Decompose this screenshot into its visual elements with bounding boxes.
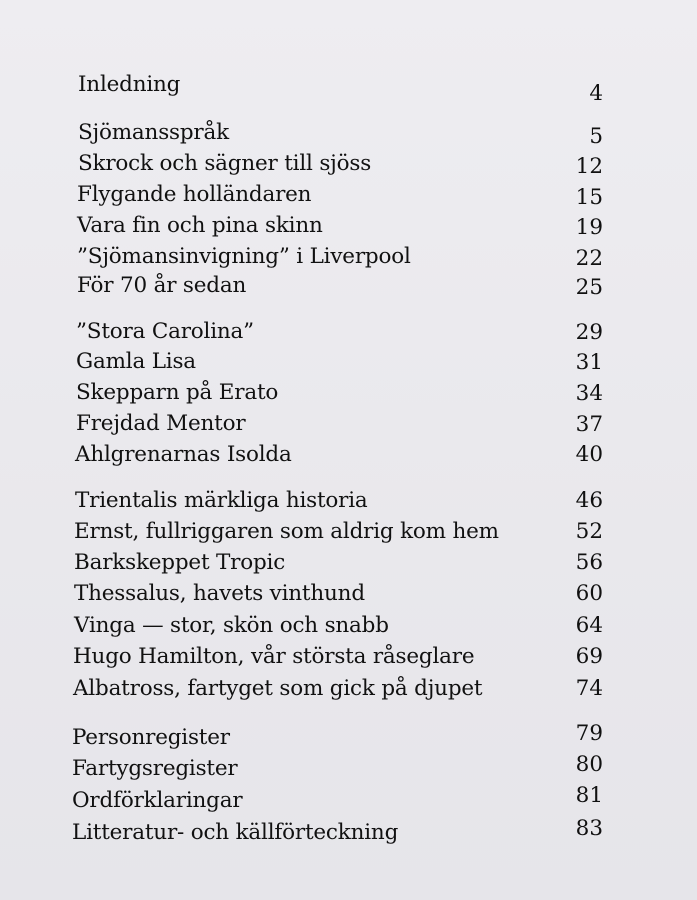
toc-entry <box>0 641 697 673</box>
toc-entry-title: För 70 år sedan <box>77 273 247 298</box>
toc-entry <box>0 69 697 106</box>
toc-entry-title: Trientalis märkliga historia <box>75 488 368 513</box>
toc-entry-page: 25 <box>575 275 603 300</box>
toc-entry <box>0 148 697 180</box>
toc-entry-page: 34 <box>575 381 603 406</box>
toc-entry-page: 81 <box>575 783 603 808</box>
toc-entry-title: Barkskeppet Tropic <box>74 550 286 575</box>
toc-entry-page: 37 <box>575 412 603 437</box>
toc-entry-page: 80 <box>575 752 603 777</box>
toc-entry <box>0 673 697 705</box>
toc-entry-page: 74 <box>575 676 603 701</box>
toc-entry-page: 4 <box>589 81 603 106</box>
toc-entry-title: Vara fin och pina skinn <box>77 213 323 238</box>
toc-entry-title: Personregister <box>72 725 230 750</box>
toc-entry-title: Skrock och sägner till sjöss <box>78 151 372 176</box>
toc-entry <box>0 179 697 211</box>
toc-entry-title: Frejdad Mentor <box>76 411 246 436</box>
toc-entry <box>0 578 697 610</box>
toc-entry-page: 60 <box>575 581 603 606</box>
toc-entry-page: 79 <box>575 721 603 746</box>
toc-entry-page: 46 <box>575 488 603 513</box>
toc-entry <box>0 346 697 378</box>
toc-entry-title: Albatross, fartyget som gick på djupet <box>73 676 483 701</box>
toc-entry-title: Fartygsregister <box>72 756 238 781</box>
toc-entry <box>0 547 697 579</box>
toc-entry-page: 56 <box>575 550 603 575</box>
toc-entry <box>0 117 697 149</box>
toc-entry-title: Inledning <box>78 72 181 97</box>
toc-entry <box>0 516 697 548</box>
toc-entry <box>0 485 697 517</box>
toc-entry-page: 69 <box>575 644 603 669</box>
toc-entry-title: Flygande holländaren <box>77 182 312 207</box>
toc-entry-page: 40 <box>575 442 603 467</box>
toc-entry <box>0 241 697 273</box>
toc-entry-title: Thessalus, havets vinthund <box>74 581 365 606</box>
toc-entry-title: Vinga — stor, skön och snabb <box>74 613 389 638</box>
toc-entry-title: Hugo Hamilton, vår största råseglare <box>73 644 475 669</box>
toc-entry-page: 12 <box>575 154 603 179</box>
toc-entry <box>0 408 697 440</box>
toc-entry-title: ”Stora Carolina” <box>76 319 254 344</box>
toc-entry-page: 83 <box>575 816 603 841</box>
toc-entry <box>0 817 697 849</box>
toc-entry-page: 29 <box>575 320 603 345</box>
toc-entry-page: 22 <box>575 246 603 271</box>
toc-entry-page: 52 <box>575 519 603 544</box>
toc-entry-title: Ernst, fullriggaren som aldrig kom hem <box>74 519 499 544</box>
toc-entry <box>0 377 697 409</box>
toc-entry-page: 31 <box>575 350 603 375</box>
toc-entry-title: Ahlgrenarnas Isolda <box>75 442 292 467</box>
toc-entry-title: Sjömansspråk <box>78 120 229 145</box>
toc-entry-title: ”Sjömansinvigning” i Liverpool <box>77 244 411 269</box>
toc-entry <box>0 210 697 242</box>
toc-entry-title: Litteratur- och källförteckning <box>72 820 399 845</box>
toc-entry-title: Ordförklaringar <box>72 788 243 813</box>
toc-entry-page: 15 <box>575 185 603 210</box>
toc-entry <box>0 610 697 642</box>
toc-entry <box>0 316 697 348</box>
toc-entry <box>0 270 697 302</box>
toc-entry <box>0 439 697 471</box>
toc-entry-page: 5 <box>589 124 603 149</box>
toc-entry-title: Gamla Lisa <box>76 349 196 374</box>
toc-entry-page: 19 <box>575 215 603 240</box>
toc-entry-page: 64 <box>575 613 603 638</box>
toc-entry-title: Skepparn på Erato <box>76 380 279 405</box>
